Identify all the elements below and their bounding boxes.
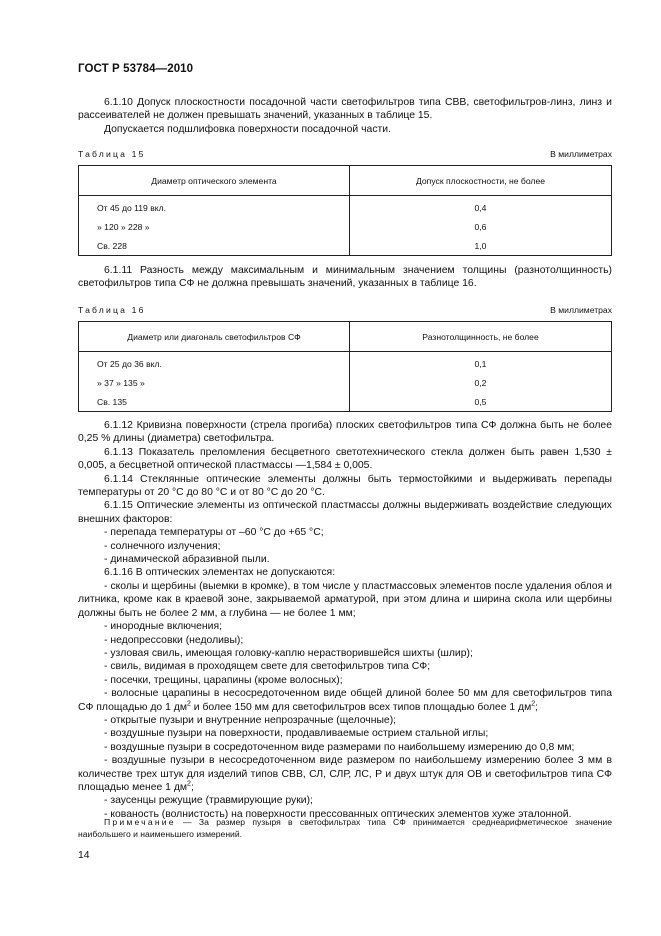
table-header-cell: Допуск плоскостности, не более [350, 166, 612, 196]
list-item-text: - воздушные пузыри в несосредоточенном виде размером по наибольшему измерению более 3 мм в количестве трех штук для изделий типов СВВ, СЛ, СЛР, ЛС, Р и двух штук для ОВ и светофильтров типа СФ площадью менее 1 дм [78, 755, 612, 793]
list-item: - посечки, трещины, царапины (кроме волосных); [104, 674, 343, 686]
list-item-text: ; [190, 781, 194, 793]
paragraph-text: 6.1.15 Оптические элементы из оптической пластмассы должны выдерживать воздействие следующих внешних факторов: [78, 500, 612, 525]
list-item: - заусенцы режущие (травмирующие руки); [104, 795, 313, 807]
table-header-cell: Диаметр или диагональ светофильтров СФ [79, 322, 350, 352]
list-item: - инородные включения; [104, 621, 222, 633]
table-cell: Св. 228 [79, 236, 350, 256]
list-item: - воздушные пузыри на поверхности, продавливаемые острием стальной иглы; [104, 728, 489, 740]
list-item: - недопрессовки (недоливы); [104, 634, 244, 646]
list-item: - сколы и щербины (выемки в кромке), в том числе у пластмассовых элементов после удаления облоя и литника, кроме как в краевой зоне, закрываемой арматурой, при этом длина и ширина скола или щербины должны быть не более 2 мм, а глубина — не более 1 мм; [78, 580, 612, 619]
paragraph-6-1-11 [78, 264, 612, 291]
note-label: Примечание [104, 817, 176, 827]
note-text: — За размер пузыря в светофильтрах типа СФ принимается среднеарифметическое значение наибольшего и наименьшего измерений. [78, 817, 612, 839]
table-header-cell: Разнотолщинность, не более [350, 322, 612, 352]
list-item: - солнечного излучения; [104, 540, 221, 552]
table-header-cell: Диаметр оптического элемента [79, 166, 350, 196]
table-units: В миллиметрах [550, 149, 612, 159]
table16-caption-row [78, 305, 612, 315]
table-cell: 0,2 [350, 373, 612, 392]
paragraph-text: 6.1.16 В оптических элементах не допускаются: [104, 567, 336, 579]
table-cell: От 25 до 36 вкл. [79, 352, 350, 374]
superscript: 2 [531, 700, 536, 708]
paragraphs-6-1-12-to-6-1-16 [78, 419, 612, 821]
paragraph-text: 6.1.11 Разность между максимальным и минимальным значением толщины (разнотолщинность) светофильтров типа СФ не должна превышать значений, указанных в таблице 16. [78, 265, 612, 290]
superscript: 2 [186, 700, 191, 708]
table-cell: 0,5 [350, 392, 612, 412]
table-15 [78, 165, 612, 256]
table-cell: Св. 135 [79, 392, 350, 412]
table-row [79, 196, 612, 218]
table-row [79, 236, 612, 256]
list-item-text: ; [535, 701, 539, 713]
table-16 [78, 321, 612, 412]
list-item: - перепада температуры от –60 °С до +65 °С; [104, 527, 324, 539]
paragraph-text: 6.1.14 Стеклянные оптические элементы должны быть термостойкими и выдерживать перепады температуры от 20 °С до 80 °С и от 80 °С до 20 °С. [78, 473, 612, 499]
paragraph-text: 6.1.12 Кривизна поверхности (стрела прогиба) плоских светофильтров типа СФ должна быть не более 0,25 % длины (диаметра) светофильтра. [78, 420, 612, 445]
table-row [79, 352, 612, 374]
table-row [79, 217, 612, 236]
table-cell: 0,6 [350, 217, 612, 236]
list-item-text: и более 150 мм для светофильтров всех типов площадью более 1 дм [190, 701, 532, 713]
table-caption: Таблица 16 [78, 305, 146, 315]
table-note [78, 816, 612, 840]
table-cell: » 37 » 135 » [79, 373, 350, 392]
paragraph-text: 6.1.10 Допуск плоскостности посадочной части светофильтров типа СВВ, светофильтров-линз, линз и рассеивателей не должен превышать значений, указанных в таблице 15. [78, 97, 612, 122]
table-units: В миллиметрах [550, 305, 612, 315]
list-item: - воздушные пузыри в сосредоточенном виде размерами по наибольшему измерению до 0,8 мм; [104, 741, 575, 753]
paragraph-6-1-10 [78, 96, 612, 136]
list-item: - открытые пузыри и внутренние непрозрачные (щелочные); [104, 714, 397, 726]
paragraph-text: Допускается подшлифовка поверхности посадочной части. [104, 123, 391, 135]
table-row [79, 373, 612, 392]
list-item: - динамической абразивной пыли. [104, 554, 270, 566]
table-cell: » 120 » 228 » [79, 217, 350, 236]
table-cell: 0,1 [350, 352, 612, 374]
table-row [79, 392, 612, 412]
table-caption: Таблица 15 [78, 149, 146, 159]
superscript: 2 [187, 780, 191, 788]
list-item-text: - волосные царапины в несосредоточенном виде общей длиной более 50 мм для светофильтров типа СФ площадью до 1 дм [78, 688, 612, 713]
page-number: 14 [78, 850, 90, 861]
list-item: - свиль, видимая в проходящем свете для светофильтров типа СФ; [104, 661, 431, 673]
table-cell: 1,0 [350, 236, 612, 256]
document-header: ГОСТ Р 53784—2010 [78, 63, 194, 75]
list-item [78, 687, 612, 714]
table-cell: От 45 до 119 вкл. [79, 196, 350, 218]
list-item: - узловая свиль, имеющая головку-каплю нерастворившейся шихты (шлир); [104, 647, 473, 659]
list-item: - кованость (волнистость) на поверхности прессованных оптических элементов хуже эталонной. [104, 808, 572, 820]
list-item [78, 754, 612, 794]
table-cell: 0,4 [350, 196, 612, 218]
paragraph-text: 6.1.13 Показатель преломления бесцветного светотехнического стекла должен быть равен 1,530 ± 0,005, а бесцветной оптической пластмассы —1,584 ± 0,005. [78, 446, 612, 472]
table15-caption-row [78, 149, 612, 159]
